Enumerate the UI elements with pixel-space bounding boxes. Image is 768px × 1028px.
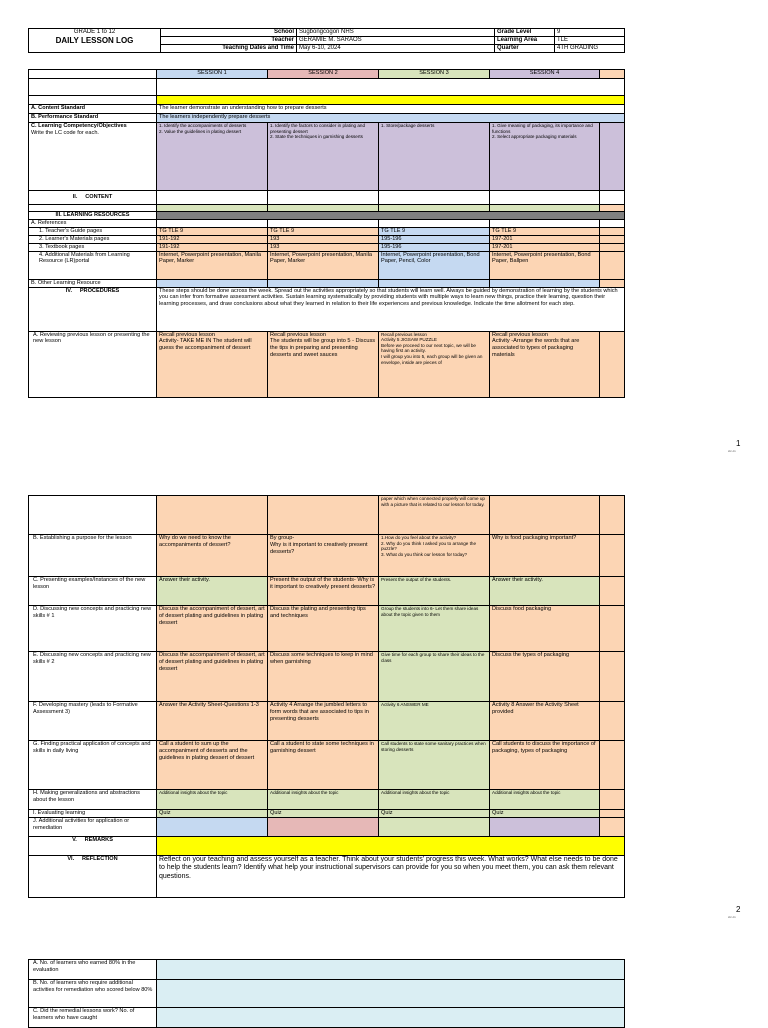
school-value: Sugbongcogon NHS	[297, 29, 495, 37]
spacer-label	[29, 205, 157, 212]
resource-row-label: 2. Learner's Materials pages	[29, 235, 157, 243]
resource-cell: 191-192	[157, 243, 268, 251]
procedure-cell: 1.How do you feel about the activity? 2. Why do you think I asked you to arrange the puzzle? 3. What do you think our lesson for today?	[379, 535, 490, 577]
procedure-row-label: D. Discussing new concepts and practicing new skills # 1	[29, 606, 157, 652]
grade-range: GRADE 1 to 12	[29, 29, 161, 37]
references-3	[379, 219, 490, 227]
procedure-extra	[600, 817, 625, 836]
resource-extra	[600, 235, 625, 243]
procedure-row-label: I. Evaluating learning	[29, 810, 157, 818]
resource-cell: TG TLE 9	[379, 227, 490, 235]
competency-session-2: 1. Identify the factors to consider in plating and presenting dessert 2. State the techniques in garnishing desserts	[268, 123, 379, 191]
procedure-cell: Answer the Activity Sheet-Questions 1-3	[157, 702, 268, 741]
remarks-num: V.	[72, 836, 77, 843]
resource-cell: 193	[268, 235, 379, 243]
procedure-cell	[379, 817, 490, 836]
other-resource-extra	[600, 279, 625, 287]
resource-cell: Internet, Powerpoint presentation, Bond Paper, Ballpen	[490, 251, 600, 279]
procedure-cell: Additional insights about the topic	[157, 790, 268, 810]
other-resource-label: B. Other Learning Resource	[29, 279, 157, 287]
procedure-cell: By group- Why is it important to creatively present desserts?	[268, 535, 379, 577]
page-number-2: 2	[736, 905, 741, 914]
procedures-label: PROCEDURES	[79, 287, 120, 294]
yellow-band	[157, 96, 625, 105]
spacer-extra	[600, 205, 625, 212]
procedure-cell: Why is food packaging important?	[490, 535, 600, 577]
competency-label: C. Learning Competency/Objectives	[31, 123, 127, 129]
resource-cell: 193	[268, 243, 379, 251]
resource-extra	[600, 227, 625, 235]
competency-session-1: 1. Identify the accompaniments of desserts 2. Value the guidelines in plating dessert	[157, 123, 268, 191]
evaluation-label: A. No. of learners who earned 80% in the evaluation	[29, 960, 157, 980]
reviewing-session-4: Recall previous lesson Activity -Arrange the words that are associated to types of packaging materials	[490, 331, 600, 397]
evaluation-label: C. Did the remedial lessons work? No. of learners who have caught	[29, 1008, 157, 1028]
session-4-header: SESSION 4	[490, 70, 600, 79]
content-label-cell	[29, 191, 157, 205]
procedure-row-label: E. Discussing new concepts and practicing new skills # 2	[29, 652, 157, 702]
references-2	[268, 219, 379, 227]
grade-level-label: Grade Level	[495, 29, 555, 37]
content-standard-value: The learner demonstrate an understanding how to prepare desserts	[157, 105, 625, 114]
resources-label: III. LEARNING RESOURCES	[29, 212, 157, 220]
resource-cell: Internet, Powerpoint presentation, Manila Paper, Marker	[268, 251, 379, 279]
procedure-cell: Quiz	[379, 810, 490, 818]
spacer-1	[157, 205, 268, 212]
objectives-blank	[157, 79, 625, 96]
procedure-cell: Call a student to sum up the accompaniment of desserts and the guidelines in plating dessert of dessert	[157, 741, 268, 790]
resource-cell: TG TLE 9	[490, 227, 600, 235]
procedure-cell: Quiz	[490, 810, 600, 818]
procedures-note: These steps should be done across the week. Spread out the activities appropriately so that students will learn well. Always be guided by demonstration of learning by the students which you can infer from formative assessment activities. Sustain learning systematically by providing students with multiple ways to learn new things, practice their learning, question their learning processes, and draw conclusions about what they learned in relation to their life experiences and previous knowledge. Indicate the time allotment for each step.	[157, 287, 625, 331]
procedure-cell: Discuss food packaging	[490, 606, 600, 652]
session-3-header: SESSION 3	[379, 70, 490, 79]
content-label: CONTENT	[85, 194, 113, 201]
procedure-cell: Activity 8 Answer the Activity Sheet provided	[490, 702, 600, 741]
other-resource-2	[268, 279, 379, 287]
resources-band	[157, 212, 625, 220]
resource-row-label: 1. Teacher's Guide pages	[29, 227, 157, 235]
continued-label	[29, 496, 157, 535]
procedure-cell: Call students to state some sanitary practices when storing desserts	[379, 741, 490, 790]
competency-session-4: 1. Give meaning of packaging, its importance and functions 2. Select appropriate packaging materials	[490, 123, 600, 191]
procedure-extra	[600, 535, 625, 577]
procedure-cell: Give time for each group to share their ideas to the class	[379, 652, 490, 702]
learning-area-label: Learning Area	[495, 37, 555, 45]
procedure-row-label: J. Additional activities for application or remediation	[29, 817, 157, 836]
procedure-cell: Discuss the accompaniment of dessert, art of dessert plating and guidelines in plating dessert	[157, 652, 268, 702]
page-title: DAILY LESSON LOG	[29, 37, 161, 53]
evaluation-value	[157, 1008, 625, 1028]
procedure-cell: Group the students into 6- Let them share ideas about the topic given to them	[379, 606, 490, 652]
references-1	[157, 219, 268, 227]
remarks-value	[157, 836, 625, 855]
performance-standard-label: B. Performance Standard	[29, 114, 157, 123]
objectives-label	[29, 79, 157, 96]
resource-extra	[600, 251, 625, 279]
procedure-row-label: H. Making generalizations and abstractions about the lesson	[29, 790, 157, 810]
spacer-3	[379, 205, 490, 212]
resource-cell: 197-201	[490, 235, 600, 243]
resource-cell: TG TLE 9	[157, 227, 268, 235]
session-header-blank	[29, 70, 157, 79]
procedure-cell	[157, 817, 268, 836]
other-resource-4	[490, 279, 600, 287]
yellow-row-label	[29, 96, 157, 105]
performance-standard-value: The learners independently prepare desserts	[157, 114, 625, 123]
procedure-row-label: B. Establishing a purpose for the lesson	[29, 535, 157, 577]
procedures-label-cell	[29, 287, 157, 331]
procedure-cell: Discuss some techniques to keep in mind when garnishing	[268, 652, 379, 702]
procedure-cell: Call a student to state some techniques in garnishing dessert	[268, 741, 379, 790]
page-number-1: 1	[736, 439, 741, 448]
lesson-table-page1	[28, 69, 625, 398]
teacher-label: Teacher	[161, 37, 297, 45]
procedure-extra	[600, 810, 625, 818]
dates-label: Teaching Dates and Time	[161, 45, 297, 53]
continued-3: paper which when connected properly will come up with a picture that is related to our lesson for today.	[379, 496, 490, 535]
other-resource-3	[379, 279, 490, 287]
procedure-row-label: F. Developing mastery (leads to Formative Assessment 3)	[29, 702, 157, 741]
content-session-3	[379, 191, 490, 205]
procedure-extra	[600, 606, 625, 652]
remarks-label-cell	[29, 836, 157, 855]
evaluation-value	[157, 960, 625, 980]
reviewing-session-1: Recall previous lesson Activity- TAKE ME IN The student will guess the accompaniment of dessert	[157, 331, 268, 397]
resource-cell: TG TLE 9	[268, 227, 379, 235]
spacer-4	[490, 205, 600, 212]
page-footer-1: idc.dv	[728, 449, 736, 453]
header-table	[28, 28, 625, 53]
continued-2	[268, 496, 379, 535]
page-footer-2: idc.dv	[728, 915, 736, 919]
learning-area-value: TLE	[555, 37, 625, 45]
continued-1	[157, 496, 268, 535]
procedure-cell: Answer their activity.	[157, 577, 268, 606]
procedure-cell: Present the output of the students.	[379, 577, 490, 606]
resource-row-label: 4. Additional Materials from Learning Resource (LR)portal	[29, 251, 157, 279]
procedure-extra	[600, 790, 625, 810]
procedure-cell: Quiz	[268, 810, 379, 818]
references-4	[490, 219, 600, 227]
competency-extra	[600, 123, 625, 191]
other-resource-1	[157, 279, 268, 287]
content-extra	[600, 191, 625, 205]
procedure-cell	[268, 817, 379, 836]
procedure-row-label: G. Finding practical application of concepts and skills in daily living	[29, 741, 157, 790]
reviewing-session-2: Recall previous lesson The students will be group into 5 - Discuss the tips in preparing and presenting desserts and sweet sauces	[268, 331, 379, 397]
content-standard-label: A. Content Standard	[29, 105, 157, 114]
spacer-2	[268, 205, 379, 212]
procedure-cell: Why do we need to know the accompaniments of dessert?	[157, 535, 268, 577]
quarter-value: 4TH GRADING	[555, 45, 625, 53]
resource-cell: 197-201	[490, 243, 600, 251]
competency-label-cell	[29, 123, 157, 191]
procedure-cell: Additional insights about the topic	[268, 790, 379, 810]
session-2-header: SESSION 2	[268, 70, 379, 79]
resource-cell: 191-192	[157, 235, 268, 243]
procedure-row-label: C. Presenting examples/Instances of the new lesson	[29, 577, 157, 606]
continued-4	[490, 496, 600, 535]
session-1-header: SESSION 1	[157, 70, 268, 79]
content-num: II.	[72, 194, 78, 201]
procedure-cell: Present the output of the students- Why is it important to creatively present desserts?	[268, 577, 379, 606]
evaluation-label: B. No. of learners who require additional activities for remediation who scored below 80%	[29, 980, 157, 1008]
reviewing-session-3: Recall previous lesson Activity 5 JIGSAW PUZZLE Before we proceed to our next topic, we will be having first an activity. I will group you into 5, each group will be given an envelope, inside are pieces of	[379, 331, 490, 397]
continued-extra	[600, 496, 625, 535]
procedures-num: IV.	[65, 287, 73, 294]
procedure-cell: Discuss the types of packaging	[490, 652, 600, 702]
competency-note: Write the LC code for each.	[31, 129, 99, 136]
procedure-cell: Activity 6 ANSWER ME	[379, 702, 490, 741]
procedure-cell: Call students to discuss the importance of packaging, types of packaging	[490, 741, 600, 790]
extra-col-cell	[600, 70, 625, 79]
procedure-cell: Additional insights about the topic	[379, 790, 490, 810]
school-label: School	[161, 29, 297, 37]
reflection-text: Reflect on your teaching and assess yourself as a teacher. Think about your students' progress this week. What works? What else needs to be done to help the students learn? Identify what help your instructional supervisors can provide for you so when you meet them, you can ask them relevant questions.	[157, 855, 625, 897]
reviewing-label: A. Reviewing previous lesson or presenting the new lesson	[29, 331, 157, 397]
content-session-2	[268, 191, 379, 205]
grade-level-value: 9	[555, 29, 625, 37]
procedure-cell: Discuss the plating and presenting tips and techniques	[268, 606, 379, 652]
procedure-extra	[600, 577, 625, 606]
content-session-1	[157, 191, 268, 205]
procedure-cell: Quiz	[157, 810, 268, 818]
content-session-4	[490, 191, 600, 205]
resource-cell: Internet, Powerpoint presentation, Manila Paper, Marker	[157, 251, 268, 279]
resource-cell: Internet, Powerpoint presentation, Bond Paper, Pencil, Color	[379, 251, 490, 279]
procedure-extra	[600, 652, 625, 702]
procedure-extra	[600, 741, 625, 790]
quarter-label: Quarter	[495, 45, 555, 53]
procedure-extra	[600, 702, 625, 741]
reflection-label: REFLECTION	[81, 855, 118, 862]
references-extra	[600, 219, 625, 227]
competency-session-3: 1. Store/package desserts	[379, 123, 490, 191]
procedure-cell: Additional insights about the topic	[490, 790, 600, 810]
procedure-cell	[490, 817, 600, 836]
reflection-num: VI.	[67, 855, 75, 862]
resource-cell: 195-196	[379, 243, 490, 251]
lesson-table-page2	[28, 495, 625, 898]
references-label: A. References	[29, 219, 157, 227]
evaluation-value	[157, 980, 625, 1008]
evaluation-table	[28, 959, 625, 1028]
procedure-cell: Discuss the accompaniment of dessert, art of dessert plating and guidelines in plating dessert	[157, 606, 268, 652]
remarks-label: REMARKS	[84, 836, 113, 843]
resource-row-label: 3. Textbook pages	[29, 243, 157, 251]
resource-cell: 195-196	[379, 235, 490, 243]
dates-value: May 6-10, 2024	[297, 45, 495, 53]
resource-extra	[600, 243, 625, 251]
procedure-cell: Answer their activity.	[490, 577, 600, 606]
procedure-cell: Activity 4 Arrange the jumbled letters to form words that are associated to tips in presenting desserts	[268, 702, 379, 741]
reviewing-extra	[600, 331, 625, 397]
teacher-value: GERAMIE M. SARAOS	[297, 37, 495, 45]
reflection-label-cell	[29, 855, 157, 897]
